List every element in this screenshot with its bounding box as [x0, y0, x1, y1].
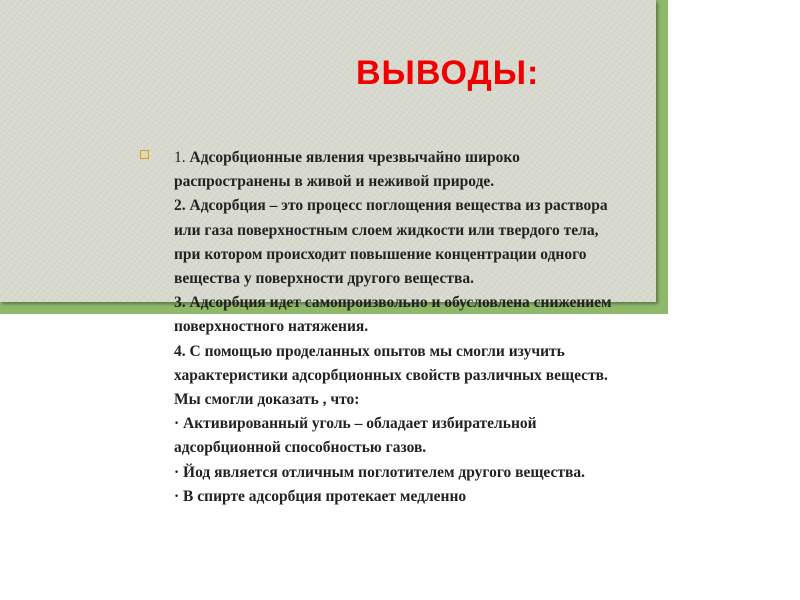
- text-line: [174, 146, 774, 170]
- text-line: 4. С помощью проделанных опытов мы смогли изучить: [174, 342, 565, 360]
- text-line: при котором происходит повышение концентрации одного: [174, 245, 587, 263]
- text-line: распространены в живой и неживой природе.: [174, 173, 495, 191]
- text-line: · В спирте адсорбция протекает медленно: [174, 487, 467, 505]
- text-line: 3. Адсорбция идет самопроизвольно и обусловлена снижением: [174, 294, 612, 312]
- item-number: 1.: [174, 149, 186, 166]
- text-line: Мы смогли доказать , что:: [174, 391, 360, 409]
- text-line: · Активированный уголь – обладает избирательной: [174, 415, 537, 433]
- text-line: поверхностного натяжения.: [174, 318, 369, 336]
- text-line: характеристики адсорбционных свойств различных веществ.: [174, 366, 608, 384]
- text-line: · Йод является отличным поглотителем другого вещества.: [174, 463, 585, 481]
- text-line: адсорбционной способностью газов.: [174, 439, 427, 457]
- hollow-square-bullet-icon: [140, 150, 149, 159]
- text-line-content: Адсорбционные явления чрезвычайно широко: [185, 149, 520, 166]
- slide-title: ВЫВОДЫ:: [356, 54, 540, 92]
- conclusions-text: [174, 146, 774, 509]
- text-line: 2. Адсорбция – это процесс поглощения вещества из раствора: [174, 197, 608, 215]
- text-line: или газа поверхностным слоем жидкости или твердого тела,: [174, 221, 599, 239]
- text-line: вещества у поверхности другого вещества.: [174, 270, 474, 288]
